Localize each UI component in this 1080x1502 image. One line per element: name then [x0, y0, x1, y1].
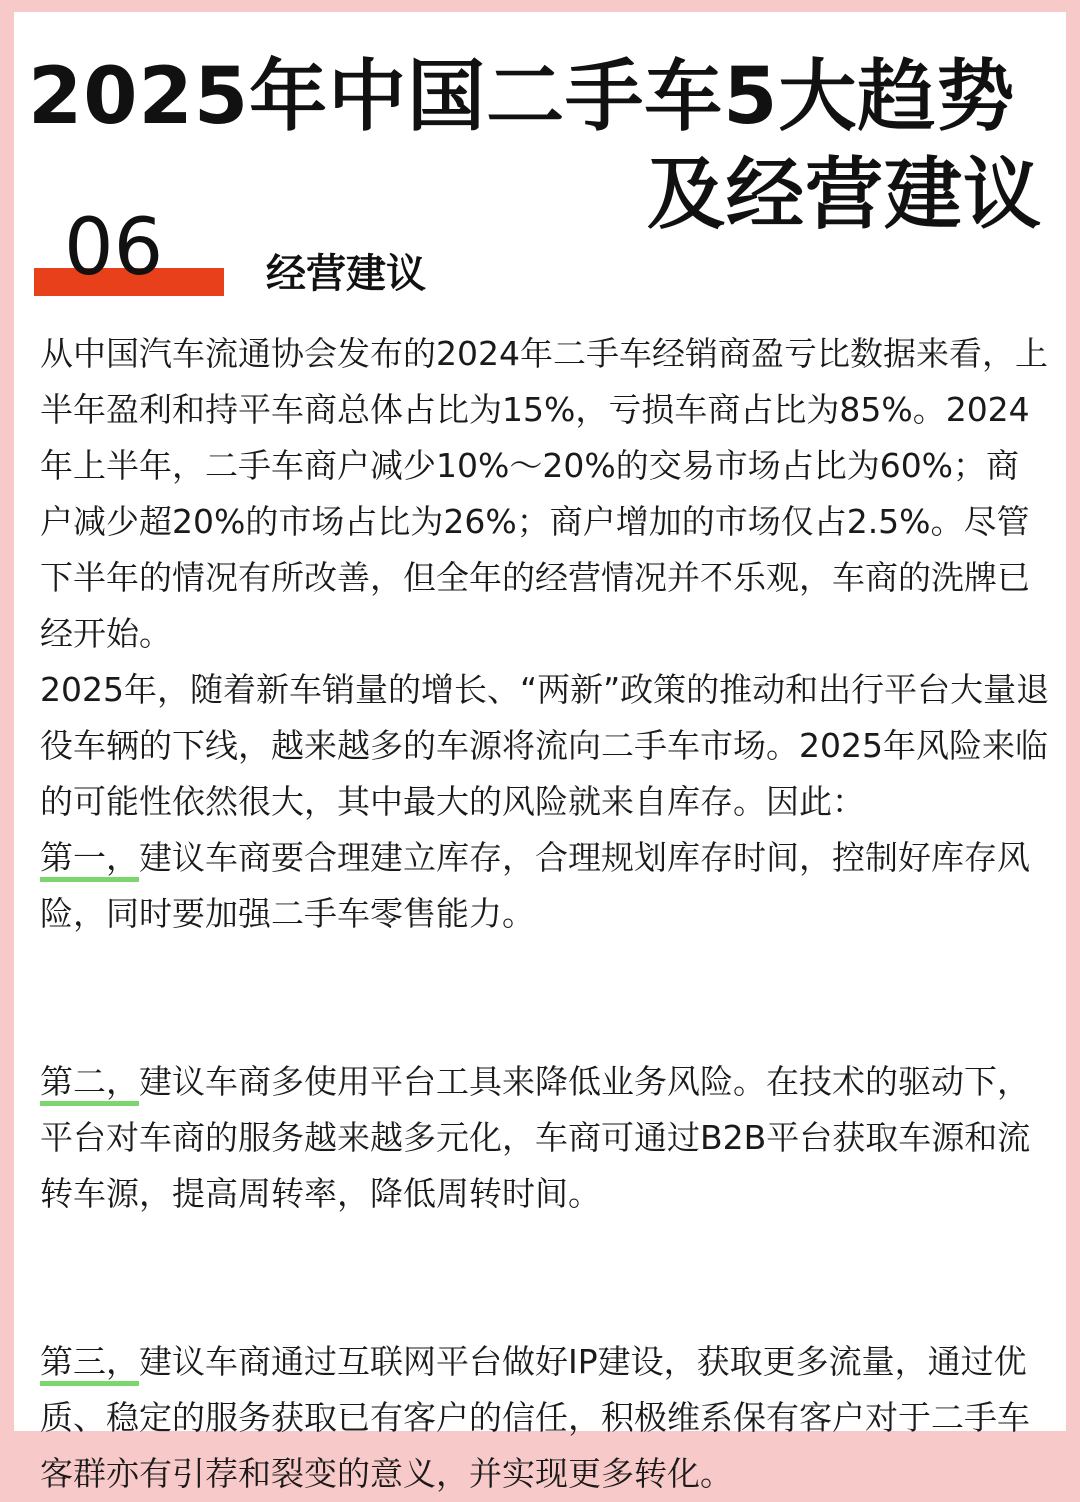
recommendation-3: [40, 1334, 1050, 1502]
section-title: 经营建议: [266, 251, 426, 297]
recommendation-2: [40, 1054, 1050, 1222]
recommendation-text: 建议车商多使用平台工具来降低业务风险。在技术的驱动下，平台对车商的服务越来越多元化，车商可通过B2B平台获取车源和流转车源，提高周转率，降低周转时间。: [40, 1062, 1031, 1213]
recommendation-lead: 第三，: [40, 1342, 139, 1381]
recommendation-text: 建议车商通过互联网平台做好IP建设，获取更多流量，通过优质、稳定的服务获取已有客户的信任，积极维系保有客户对于二手车客群亦有引荐和裂变的意义，并实现更多转化。: [40, 1342, 1030, 1493]
recommendation-lead: 第一，: [40, 838, 139, 877]
page-title-line-1: 2025年中国二手车5大趋势: [28, 52, 1016, 142]
page-title-line-2: 及经营建议: [646, 150, 1042, 240]
recommendation-1: [40, 830, 1050, 942]
section-number: 06: [64, 203, 164, 293]
recommendation-lead: 第二，: [40, 1062, 139, 1101]
paragraph-1: 从中国汽车流通协会发布的2024年二手车经销商盈亏比数据来看，上半年盈利和持平车商总体占比为15%，亏损车商占比为85%。2024年上半年，二手车商户减少10%～20%的交易市场占比为60%；商户减少超20%的市场占比为26%；商户增加的市场仅占2.5%。尽管下半年的情况有所改善，但全年的经营情况并不乐观，车商的洗牌已经开始。: [40, 334, 1048, 653]
article-body: [40, 326, 1050, 1502]
paragraph-2: 2025年，随着新车销量的增长、“两新”政策的推动和出行平台大量退役车辆的下线，越来越多的车源将流向二手车市场。2025年风险来临的可能性依然很大，其中最大的风险就来自库存。因此：: [40, 670, 1050, 821]
recommendation-text: 建议车商要合理建立库存，合理规划库存时间，控制好库存风险，同时要加强二手车零售能力。: [40, 838, 1030, 933]
article-card: [14, 12, 1066, 1493]
spacer: [40, 1222, 1050, 1334]
spacer: [40, 942, 1050, 1054]
